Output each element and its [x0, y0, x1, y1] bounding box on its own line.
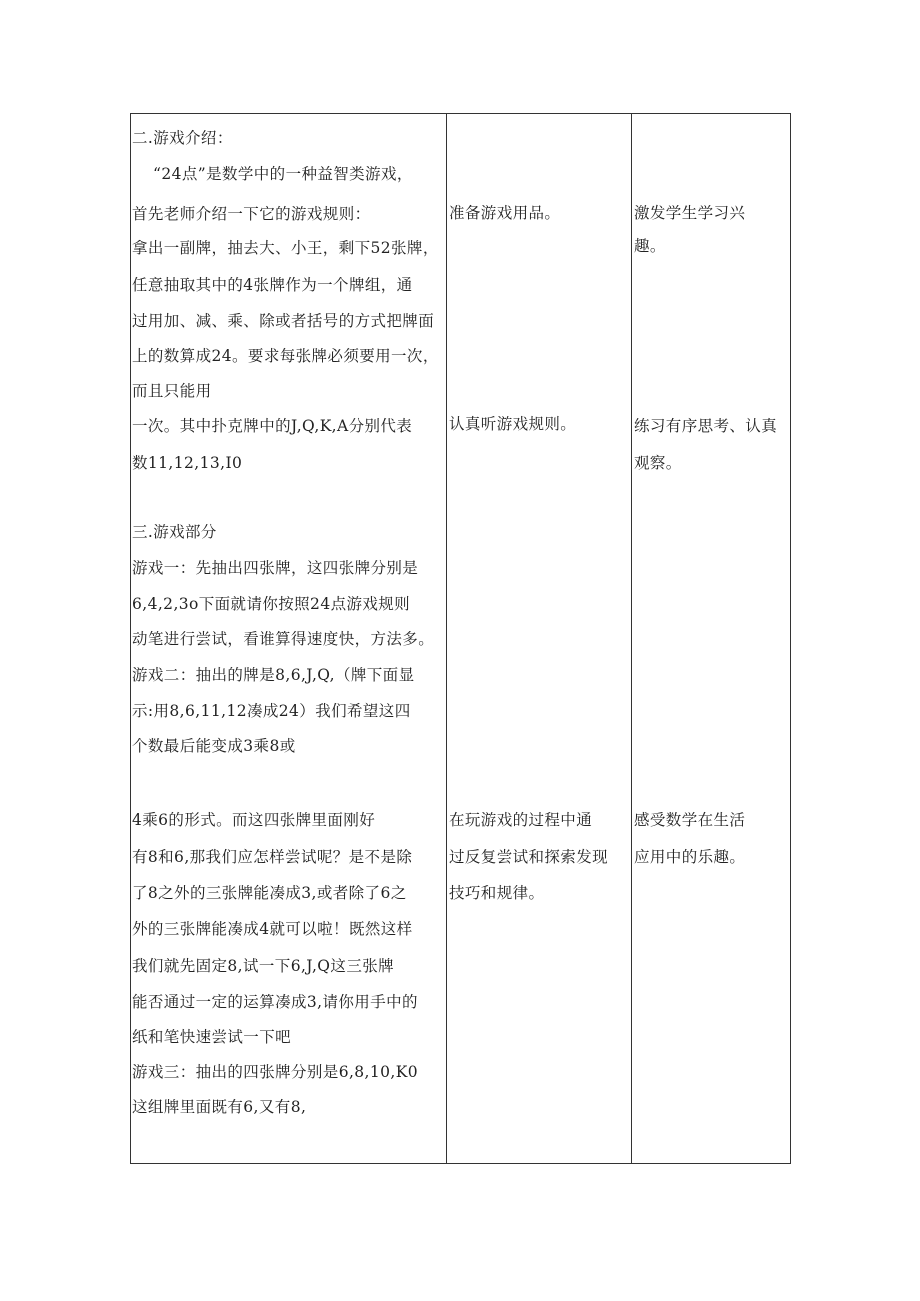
- text-line: 这组牌里面既有6,又有8,: [132, 1098, 307, 1116]
- lesson-plan-table: [130, 113, 791, 1164]
- text-line: 拿出一副牌，抽去大、小王，剩下52张牌，: [132, 239, 439, 257]
- column-divider-2: [631, 114, 632, 1163]
- text-line: 游戏三：抽出的四张牌分别是6,8,10,K0: [132, 1063, 418, 1081]
- column-divider-1: [446, 114, 447, 1163]
- text-line: 6,4,2,3o下面就请你按照24点游戏规则: [132, 595, 411, 613]
- student-activity-line: 认真听游戏规则。: [449, 415, 577, 433]
- student-activity-line: 技巧和规律。: [449, 884, 545, 902]
- text-line: 任意抽取其中的4张牌作为一个牌组，通: [132, 276, 413, 294]
- text-line: 外的三张牌能凑成4就可以啦！既然这样: [132, 920, 413, 938]
- design-intent-line: 激发学生学习兴: [634, 204, 746, 222]
- text-line: 游戏一：先抽出四张牌，这四张牌分别是: [132, 559, 419, 577]
- text-line: 动笔进行尝试，看谁算得速度快，方法多。: [132, 630, 435, 648]
- text-line: 游戏二：抽出的牌是8,6,J,Q,（牌下面显: [132, 666, 415, 684]
- design-intent-line: 感受数学在生活: [634, 811, 746, 829]
- text-line: 能否通过一定的运算凑成3,请你用手中的: [132, 993, 418, 1011]
- text-line: 一次。其中扑克牌中的J,Q,K,A分别代表: [132, 417, 413, 435]
- design-intent-line: 观察。: [634, 454, 682, 472]
- text-line: 个数最后能变成3乘8或: [132, 737, 296, 755]
- student-activity-line: 过反复尝试和探索发现: [449, 848, 609, 866]
- text-line: 而且只能用: [132, 382, 212, 400]
- text-line: 了8之外的三张牌能凑成3,或者除了6之: [132, 884, 407, 902]
- text-line: “24点”是数学中的一种益智类游戏，: [153, 165, 413, 183]
- text-line: 示:用8,6,11,12凑成24）我们希望这四: [132, 702, 411, 720]
- text-line: 上的数算成24。要求每张牌必须要用一次，: [132, 347, 439, 365]
- text-line: 我们就先固定8,试一下6,J,Q这三张牌: [132, 957, 395, 975]
- text-line: 过用加、减、乘、除或者括号的方式把牌面: [132, 312, 435, 330]
- text-line: 4乘6的形式。而这四张牌里面刚好: [132, 811, 376, 829]
- text-line: 纸和笔快速尝试一下吧: [132, 1028, 292, 1046]
- design-intent-line: 应用中的乐趣。: [634, 848, 746, 866]
- student-activity-line: 在玩游戏的过程中通: [449, 811, 593, 829]
- design-intent-line: 练习有序思考、认真: [634, 417, 778, 435]
- text-line: 首先老师介绍一下它的游戏规则：: [132, 205, 371, 223]
- section-heading-game-intro: 二.游戏介绍：: [132, 129, 233, 147]
- text-line: 有8和6,那我们应怎样尝试呢？是不是除: [132, 848, 413, 866]
- text-line: 数11,12,13,I0: [132, 454, 243, 472]
- student-activity-line: 准备游戏用品。: [449, 204, 561, 222]
- section-heading-game-part: 三.游戏部分: [132, 523, 217, 541]
- design-intent-line: 趣。: [634, 237, 666, 255]
